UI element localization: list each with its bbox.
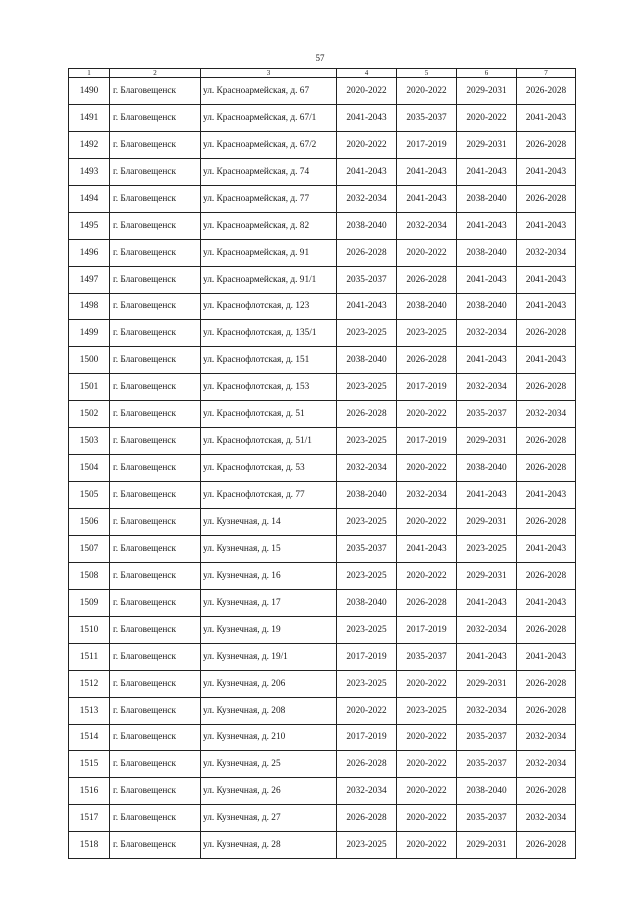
table-row [69, 131, 576, 158]
period-cell: 2026-2028 [337, 805, 397, 832]
city-cell: г. Благовещенск [110, 266, 201, 293]
address-cell: ул. Красноармейская, д. 91 [201, 239, 337, 266]
city-cell: г. Благовещенск [110, 455, 201, 482]
period-cell: 2017-2019 [397, 374, 457, 401]
period-cell: 2020-2022 [337, 697, 397, 724]
period-cell: 2035-2037 [397, 643, 457, 670]
period-cell: 2041-2043 [517, 212, 576, 239]
period-cell: 2041-2043 [517, 589, 576, 616]
period-cell: 2038-2040 [337, 589, 397, 616]
period-cell: 2020-2022 [397, 509, 457, 536]
address-cell: ул. Красноармейская, д. 74 [201, 158, 337, 185]
city-cell: г. Благовещенск [110, 589, 201, 616]
period-cell: 2023-2025 [337, 832, 397, 859]
table-row [69, 78, 576, 105]
address-cell: ул. Кузнечная, д. 208 [201, 697, 337, 724]
address-cell: ул. Красноармейская, д. 67/1 [201, 104, 337, 131]
period-cell: 2020-2022 [397, 724, 457, 751]
city-cell: г. Благовещенск [110, 670, 201, 697]
row-number-cell: 1502 [69, 401, 110, 428]
row-number-cell: 1514 [69, 724, 110, 751]
period-cell: 2032-2034 [457, 320, 517, 347]
period-cell: 2026-2028 [517, 670, 576, 697]
period-cell: 2032-2034 [397, 212, 457, 239]
period-cell: 2038-2040 [457, 293, 517, 320]
period-cell: 2026-2028 [517, 320, 576, 347]
table-row [69, 266, 576, 293]
table-row [69, 670, 576, 697]
address-cell: ул. Краснофлотская, д. 123 [201, 293, 337, 320]
column-number: 6 [457, 69, 517, 78]
period-cell: 2035-2037 [337, 535, 397, 562]
row-number-cell: 1518 [69, 832, 110, 859]
row-number-cell: 1509 [69, 589, 110, 616]
period-cell: 2029-2031 [457, 562, 517, 589]
table-row [69, 401, 576, 428]
column-number: 4 [337, 69, 397, 78]
period-cell: 2026-2028 [517, 455, 576, 482]
period-cell: 2032-2034 [337, 778, 397, 805]
period-cell: 2020-2022 [397, 455, 457, 482]
period-cell: 2017-2019 [337, 724, 397, 751]
period-cell: 2020-2022 [397, 670, 457, 697]
period-cell: 2041-2043 [517, 293, 576, 320]
period-cell: 2026-2028 [517, 374, 576, 401]
table-row [69, 562, 576, 589]
row-number-cell: 1492 [69, 131, 110, 158]
period-cell: 2041-2043 [337, 293, 397, 320]
city-cell: г. Благовещенск [110, 724, 201, 751]
period-cell: 2023-2025 [337, 320, 397, 347]
column-number: 3 [201, 69, 337, 78]
period-cell: 2020-2022 [457, 104, 517, 131]
period-cell: 2017-2019 [397, 131, 457, 158]
period-cell: 2041-2043 [337, 158, 397, 185]
row-number-cell: 1508 [69, 562, 110, 589]
period-cell: 2041-2043 [397, 185, 457, 212]
address-cell: ул. Кузнечная, д. 210 [201, 724, 337, 751]
address-cell: ул. Краснофлотская, д. 135/1 [201, 320, 337, 347]
table-row [69, 616, 576, 643]
period-cell: 2041-2043 [517, 482, 576, 509]
row-number-cell: 1501 [69, 374, 110, 401]
period-cell: 2041-2043 [457, 158, 517, 185]
period-cell: 2035-2037 [457, 751, 517, 778]
row-number-cell: 1503 [69, 428, 110, 455]
row-number-cell: 1505 [69, 482, 110, 509]
period-cell: 2038-2040 [397, 293, 457, 320]
period-cell: 2026-2028 [517, 778, 576, 805]
row-number-cell: 1504 [69, 455, 110, 482]
city-cell: г. Благовещенск [110, 616, 201, 643]
table-row [69, 589, 576, 616]
table-row [69, 185, 576, 212]
row-number-cell: 1513 [69, 697, 110, 724]
column-number: 5 [397, 69, 457, 78]
period-cell: 2017-2019 [337, 643, 397, 670]
period-cell: 2041-2043 [517, 266, 576, 293]
row-number-cell: 1497 [69, 266, 110, 293]
table-row [69, 535, 576, 562]
city-cell: г. Благовещенск [110, 778, 201, 805]
period-cell: 2041-2043 [457, 643, 517, 670]
address-cell: ул. Красноармейская, д. 82 [201, 212, 337, 239]
period-cell: 2041-2043 [517, 535, 576, 562]
period-cell: 2026-2028 [397, 589, 457, 616]
city-cell: г. Благовещенск [110, 643, 201, 670]
row-number-cell: 1511 [69, 643, 110, 670]
city-cell: г. Благовещенск [110, 185, 201, 212]
period-cell: 2026-2028 [517, 832, 576, 859]
period-cell: 2020-2022 [397, 78, 457, 105]
period-cell: 2023-2025 [397, 697, 457, 724]
column-number: 2 [110, 69, 201, 78]
row-number-cell: 1498 [69, 293, 110, 320]
address-cell: ул. Красноармейская, д. 77 [201, 185, 337, 212]
table-row [69, 832, 576, 859]
address-cell: ул. Красноармейская, д. 67 [201, 78, 337, 105]
row-number-cell: 1490 [69, 78, 110, 105]
period-cell: 2029-2031 [457, 131, 517, 158]
city-cell: г. Благовещенск [110, 104, 201, 131]
period-cell: 2032-2034 [517, 805, 576, 832]
column-number: 1 [69, 69, 110, 78]
period-cell: 2017-2019 [397, 616, 457, 643]
period-cell: 2020-2022 [337, 78, 397, 105]
period-cell: 2041-2043 [457, 589, 517, 616]
period-cell: 2038-2040 [457, 185, 517, 212]
period-cell: 2023-2025 [337, 428, 397, 455]
period-cell: 2026-2028 [337, 239, 397, 266]
period-cell: 2035-2037 [457, 724, 517, 751]
table-row [69, 293, 576, 320]
address-cell: ул. Кузнечная, д. 19 [201, 616, 337, 643]
column-number: 7 [517, 69, 576, 78]
address-cell: ул. Краснофлотская, д. 51/1 [201, 428, 337, 455]
period-cell: 2041-2043 [517, 158, 576, 185]
address-cell: ул. Красноармейская, д. 67/2 [201, 131, 337, 158]
period-cell: 2026-2028 [517, 185, 576, 212]
row-number-cell: 1494 [69, 185, 110, 212]
address-cell: ул. Кузнечная, д. 15 [201, 535, 337, 562]
table-body [69, 69, 576, 859]
period-cell: 2023-2025 [337, 670, 397, 697]
period-cell: 2032-2034 [397, 482, 457, 509]
period-cell: 2038-2040 [337, 482, 397, 509]
city-cell: г. Благовещенск [110, 428, 201, 455]
table-row [69, 697, 576, 724]
period-cell: 2041-2043 [337, 104, 397, 131]
period-cell: 2041-2043 [457, 482, 517, 509]
table-row [69, 320, 576, 347]
address-cell: ул. Кузнечная, д. 16 [201, 562, 337, 589]
period-cell: 2038-2040 [457, 239, 517, 266]
address-cell: ул. Кузнечная, д. 19/1 [201, 643, 337, 670]
period-cell: 2026-2028 [337, 401, 397, 428]
row-number-cell: 1495 [69, 212, 110, 239]
period-cell: 2041-2043 [457, 347, 517, 374]
row-number-cell: 1491 [69, 104, 110, 131]
address-cell: ул. Краснофлотская, д. 153 [201, 374, 337, 401]
row-number-cell: 1517 [69, 805, 110, 832]
table-row [69, 455, 576, 482]
period-cell: 2041-2043 [457, 266, 517, 293]
city-cell: г. Благовещенск [110, 293, 201, 320]
period-cell: 2041-2043 [517, 643, 576, 670]
city-cell: г. Благовещенск [110, 320, 201, 347]
period-cell: 2029-2031 [457, 832, 517, 859]
table-row [69, 212, 576, 239]
city-cell: г. Благовещенск [110, 482, 201, 509]
city-cell: г. Благовещенск [110, 212, 201, 239]
period-cell: 2023-2025 [337, 616, 397, 643]
period-cell: 2041-2043 [517, 104, 576, 131]
table-row [69, 751, 576, 778]
address-cell: ул. Кузнечная, д. 25 [201, 751, 337, 778]
period-cell: 2020-2022 [337, 131, 397, 158]
city-cell: г. Благовещенск [110, 509, 201, 536]
city-cell: г. Благовещенск [110, 158, 201, 185]
table-row [69, 374, 576, 401]
address-cell: ул. Краснофлотская, д. 53 [201, 455, 337, 482]
period-cell: 2026-2028 [397, 266, 457, 293]
address-cell: ул. Кузнечная, д. 14 [201, 509, 337, 536]
address-cell: ул. Кузнечная, д. 26 [201, 778, 337, 805]
row-number-cell: 1493 [69, 158, 110, 185]
period-cell: 2038-2040 [457, 455, 517, 482]
period-cell: 2029-2031 [457, 509, 517, 536]
period-cell: 2026-2028 [517, 428, 576, 455]
address-cell: ул. Краснофлотская, д. 77 [201, 482, 337, 509]
city-cell: г. Благовещенск [110, 751, 201, 778]
period-cell: 2035-2037 [457, 401, 517, 428]
address-cell: ул. Краснофлотская, д. 51 [201, 401, 337, 428]
period-cell: 2038-2040 [337, 212, 397, 239]
period-cell: 2026-2028 [517, 697, 576, 724]
period-cell: 2020-2022 [397, 778, 457, 805]
table-row [69, 643, 576, 670]
row-number-cell: 1510 [69, 616, 110, 643]
row-number-cell: 1507 [69, 535, 110, 562]
address-cell: ул. Краснофлотская, д. 151 [201, 347, 337, 374]
period-cell: 2032-2034 [337, 185, 397, 212]
table-row [69, 347, 576, 374]
table-row [69, 104, 576, 131]
period-cell: 2032-2034 [457, 697, 517, 724]
table-row [69, 428, 576, 455]
city-cell: г. Благовещенск [110, 401, 201, 428]
period-cell: 2023-2025 [337, 562, 397, 589]
table-row [69, 805, 576, 832]
address-cell: ул. Кузнечная, д. 28 [201, 832, 337, 859]
period-cell: 2023-2025 [397, 320, 457, 347]
row-number-cell: 1512 [69, 670, 110, 697]
period-cell: 2035-2037 [397, 104, 457, 131]
period-cell: 2023-2025 [457, 535, 517, 562]
address-cell: ул. Кузнечная, д. 27 [201, 805, 337, 832]
city-cell: г. Благовещенск [110, 78, 201, 105]
period-cell: 2038-2040 [457, 778, 517, 805]
row-number-cell: 1496 [69, 239, 110, 266]
period-cell: 2020-2022 [397, 401, 457, 428]
period-cell: 2026-2028 [397, 347, 457, 374]
city-cell: г. Благовещенск [110, 131, 201, 158]
period-cell: 2035-2037 [457, 805, 517, 832]
period-cell: 2029-2031 [457, 78, 517, 105]
period-cell: 2032-2034 [517, 401, 576, 428]
address-cell: ул. Кузнечная, д. 17 [201, 589, 337, 616]
page-number: 57 [315, 53, 325, 63]
address-cell: ул. Красноармейская, д. 91/1 [201, 266, 337, 293]
city-cell: г. Благовещенск [110, 374, 201, 401]
period-cell: 2041-2043 [397, 158, 457, 185]
housing-schedule-table [68, 68, 576, 859]
period-cell: 2026-2028 [337, 751, 397, 778]
period-cell: 2023-2025 [337, 509, 397, 536]
period-cell: 2032-2034 [457, 616, 517, 643]
city-cell: г. Благовещенск [110, 805, 201, 832]
period-cell: 2026-2028 [517, 616, 576, 643]
period-cell: 2020-2022 [397, 751, 457, 778]
table-row [69, 482, 576, 509]
period-cell: 2026-2028 [517, 131, 576, 158]
row-number-cell: 1515 [69, 751, 110, 778]
period-cell: 2020-2022 [397, 239, 457, 266]
city-cell: г. Благовещенск [110, 697, 201, 724]
city-cell: г. Благовещенск [110, 347, 201, 374]
period-cell: 2041-2043 [457, 212, 517, 239]
city-cell: г. Благовещенск [110, 239, 201, 266]
period-cell: 2029-2031 [457, 670, 517, 697]
period-cell: 2032-2034 [517, 751, 576, 778]
period-cell: 2023-2025 [337, 374, 397, 401]
city-cell: г. Благовещенск [110, 832, 201, 859]
table-row [69, 239, 576, 266]
period-cell: 2017-2019 [397, 428, 457, 455]
column-number-row [69, 69, 576, 78]
period-cell: 2026-2028 [517, 509, 576, 536]
period-cell: 2032-2034 [457, 374, 517, 401]
period-cell: 2026-2028 [517, 562, 576, 589]
period-cell: 2041-2043 [397, 535, 457, 562]
period-cell: 2020-2022 [397, 805, 457, 832]
period-cell: 2041-2043 [517, 347, 576, 374]
city-cell: г. Благовещенск [110, 562, 201, 589]
row-number-cell: 1506 [69, 509, 110, 536]
row-number-cell: 1500 [69, 347, 110, 374]
city-cell: г. Благовещенск [110, 535, 201, 562]
period-cell: 2032-2034 [337, 455, 397, 482]
period-cell: 2026-2028 [517, 78, 576, 105]
table-row [69, 158, 576, 185]
period-cell: 2035-2037 [337, 266, 397, 293]
table-row [69, 724, 576, 751]
period-cell: 2020-2022 [397, 562, 457, 589]
period-cell: 2032-2034 [517, 724, 576, 751]
row-number-cell: 1499 [69, 320, 110, 347]
table-row [69, 778, 576, 805]
address-cell: ул. Кузнечная, д. 206 [201, 670, 337, 697]
period-cell: 2038-2040 [337, 347, 397, 374]
row-number-cell: 1516 [69, 778, 110, 805]
period-cell: 2029-2031 [457, 428, 517, 455]
period-cell: 2032-2034 [517, 239, 576, 266]
period-cell: 2020-2022 [397, 832, 457, 859]
table-row [69, 509, 576, 536]
